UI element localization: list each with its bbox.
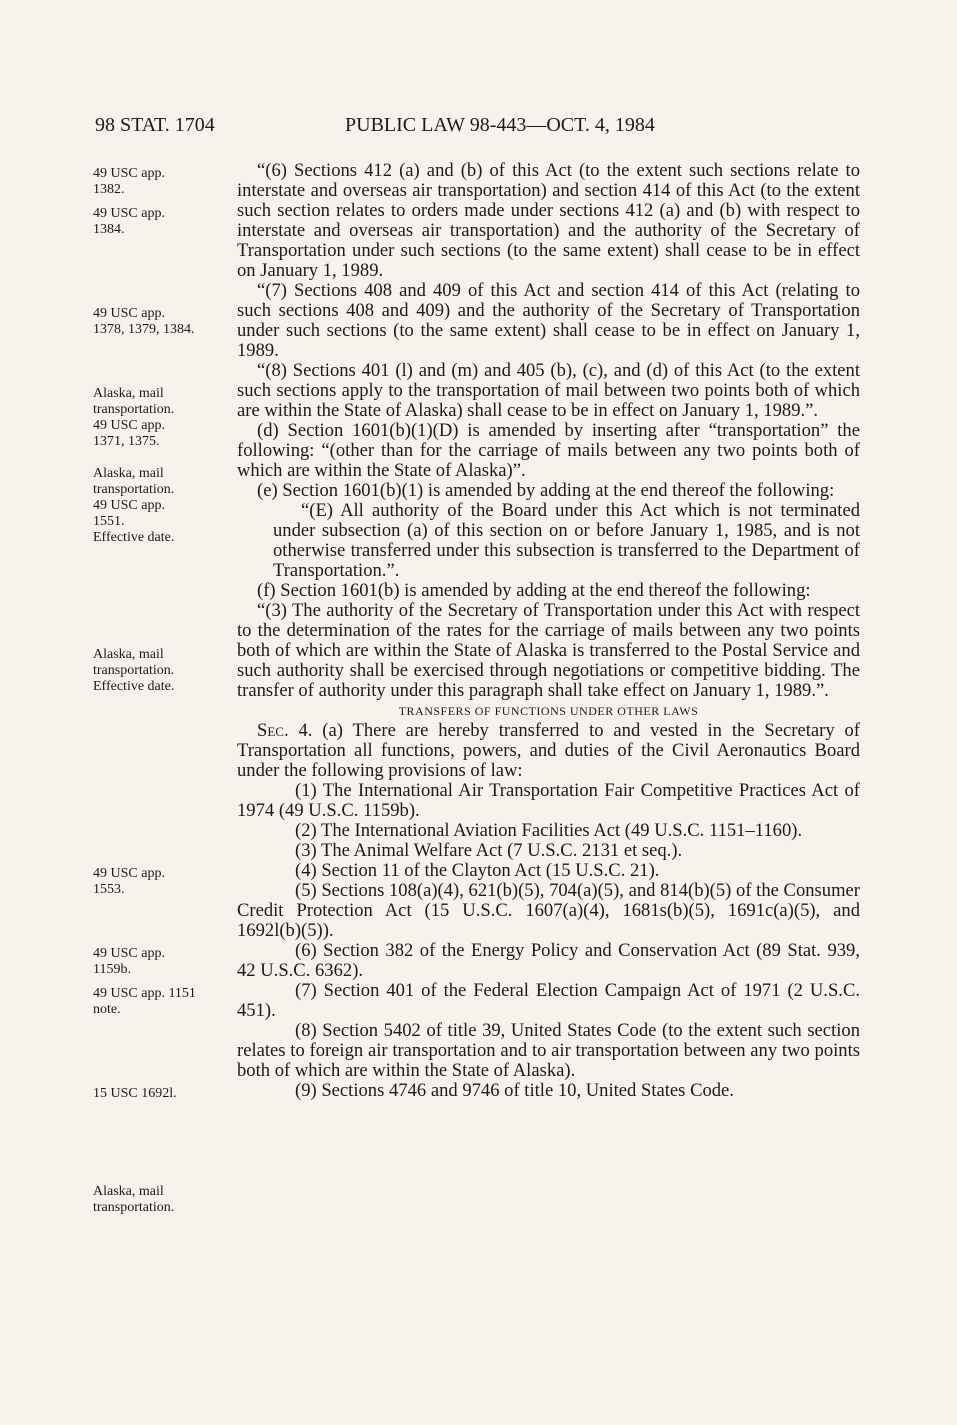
section-4-label: Sec. 4.: [257, 720, 313, 741]
paragraph-3: “(3) The authority of the Secretary of Transportation under this Act with respect to the determination of the rates for the carriage of mails between any two points both of which are within the State of Alaska is transferred to the Postal Service and such authority shall be exercised through negotiations or competitive bidding. The transfer of authority under this paragraph shall take effect on January 1, 1989.”.: [237, 600, 860, 701]
list-item-8: (8) Section 5402 of title 39, United States Code (to the extent such section relates to foreign air transportation and to air transportation between any two points both of which are within the State of Alaska).: [237, 1020, 860, 1081]
margin-note: [93, 986, 223, 1018]
margin-note-line: transportation.: [93, 482, 175, 497]
list-item-4: (4) Section 11 of the Clayton Act (15 U.S.C. 21).: [295, 860, 660, 881]
margin-note: [93, 466, 223, 546]
margin-note-line: 1378, 1379, 1384.: [93, 322, 195, 337]
margin-note-line: 49 USC app.: [93, 166, 165, 181]
page-header: [95, 114, 865, 144]
margin-note-line: 1382.: [93, 182, 125, 197]
margin-note-line: Effective date.: [93, 530, 175, 545]
margin-note-line: 49 USC app.: [93, 206, 165, 221]
margin-note: [93, 1086, 223, 1102]
subsection-d: (d) Section 1601(b)(1)(D) is amended by inserting after “transportation” the following: “(other than for the carriage of mails between any two points both of which are within the State of Alaska)”.: [237, 420, 860, 481]
margin-note: [93, 206, 223, 238]
list-item-2: (2) The International Aviation Facilities Act (49 U.S.C. 1151–1160).: [295, 820, 803, 841]
public-law-cite: PUBLIC LAW 98-443—OCT. 4, 1984: [345, 114, 655, 136]
list-item-9: (9) Sections 4746 and 9746 of title 10, United States Code.: [295, 1080, 734, 1101]
margin-note: [93, 306, 223, 338]
margin-note-line: Effective date.: [93, 679, 175, 694]
margin-note-line: 49 USC app.: [93, 498, 165, 513]
margin-note-line: 1371, 1375.: [93, 434, 160, 449]
list-item-1: (1) The International Air Transportation Fair Competitive Practices Act of 1974 (49 U.S.C. 1159b).: [237, 780, 860, 821]
margin-note-line: 49 USC app.: [93, 418, 165, 433]
paragraph-6: “(6) Sections 412 (a) and (b) of this Act (to the extent such sections relate to interstate and overseas air transportation) and section 414 of this Act (to the extent such section relates to orders made under sections 412 (a) and (b) with respect to interstate and overseas air transportation) and the authority of the Secretary of Transportation under such sections (to the same extent) shall cease to be in effect on January 1, 1989.: [237, 160, 860, 281]
margin-note-line: transportation.: [93, 1200, 175, 1215]
margin-note-line: 1553.: [93, 882, 125, 897]
margin-note: [93, 1184, 223, 1216]
section-heading: TRANSFERS OF FUNCTIONS UNDER OTHER LAWS: [398, 704, 699, 718]
margin-note: [93, 647, 223, 695]
subsection-f: (f) Section 1601(b) is amended by adding at the end thereof the following:: [257, 580, 811, 601]
margin-note-line: 49 USC app.: [93, 946, 165, 961]
margin-note-line: 49 USC app.: [93, 306, 165, 321]
clause-E: “(E) All authority of the Board under this Act which is not terminated under subsection (a) of this section on or before January 1, 1985, and is not otherwise transferred under this subsection is transferred to the Department of Transportation.”.: [273, 500, 860, 581]
section-4-intro: [237, 721, 860, 781]
margin-note-line: transportation.: [93, 402, 175, 417]
list-item-6: (6) Section 382 of the Energy Policy and Conservation Act (89 Stat. 939, 42 U.S.C. 6362).: [237, 940, 860, 981]
statute-body: [237, 161, 860, 1101]
margin-note-line: note.: [93, 1002, 121, 1017]
list-item-7: (7) Section 401 of the Federal Election Campaign Act of 1971 (2 U.S.C. 451).: [237, 980, 860, 1021]
margin-note-line: transportation.: [93, 663, 175, 678]
section-4-text: (a) There are hereby transferred to and vested in the Secretary of Transportation all functions, powers, and duties of the Civil Aeronautics Board under the following provisions of law:: [237, 720, 860, 781]
margin-note: [93, 166, 223, 198]
list-item-5: (5) Sections 108(a)(4), 621(b)(5), 704(a)(5), and 814(b)(5) of the Consumer Credit Protection Act (15 U.S.C. 1607(a)(4), 1681s(b)(5), 1691c(a)(5), and 1692l(b)(5)).: [237, 880, 860, 941]
paragraph-7: “(7) Sections 408 and 409 of this Act and section 414 of this Act (relating to such sections 408 and 409) and the authority of the Secretary of Transportation under such sections (to the same extent) shall cease to be in effect on January 1, 1989.: [237, 280, 860, 361]
margin-note-line: Alaska, mail: [93, 466, 164, 481]
margin-note-line: 49 USC app. 1151: [93, 986, 196, 1001]
statute-page-cite: 98 STAT. 1704: [95, 114, 215, 136]
margin-note: [93, 946, 223, 978]
margin-note-line: Alaska, mail: [93, 1184, 164, 1199]
paragraph-8: “(8) Sections 401 (l) and (m) and 405 (b), (c), and (d) of this Act (to the extent such sections apply to the transportation of mail between two points both of which are within the State of Alaska) shall cease to be in effect on January 1, 1989.”.: [237, 360, 860, 421]
margin-note-line: 1384.: [93, 222, 125, 237]
margin-note-line: Alaska, mail: [93, 647, 164, 662]
list-item-3: (3) The Animal Welfare Act (7 U.S.C. 2131 et seq.).: [295, 840, 683, 861]
margin-note: [93, 386, 223, 450]
margin-note-line: 1159b.: [93, 962, 131, 977]
margin-note-line: 49 USC app.: [93, 866, 165, 881]
subsection-e: (e) Section 1601(b)(1) is amended by adding at the end thereof the following:: [257, 480, 835, 501]
margin-note: [93, 866, 223, 898]
margin-note-line: Alaska, mail: [93, 386, 164, 401]
margin-note-line: 1551.: [93, 514, 125, 529]
margin-note-line: 15 USC 1692l.: [93, 1086, 177, 1101]
